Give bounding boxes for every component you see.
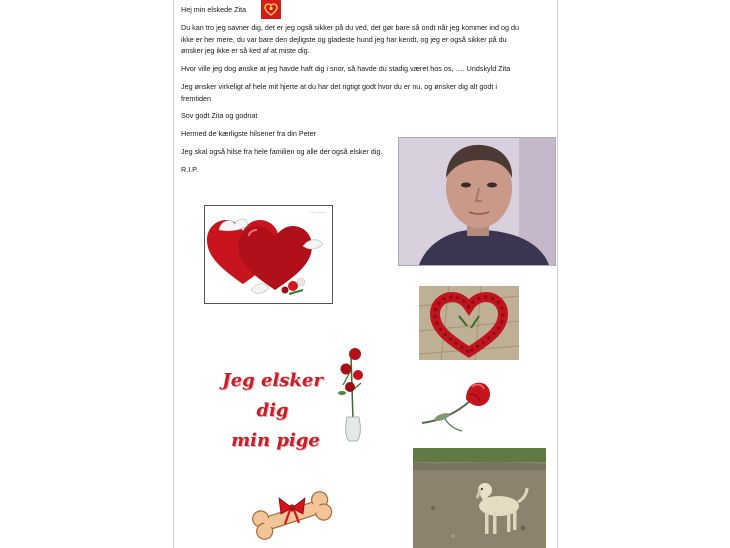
dog-photo: [413, 448, 546, 548]
paragraph-5: Hermed de kærligste hilsener fra din Peter: [181, 129, 317, 138]
paragraph-1: Du kan tro jeg savner dig, det er jeg også sikker på du ved, det gør bare så ondt når jeg kommer ind og du ikke er her mere, du var bare den dejligste og gladeste hund jeg har kendt, og jeg er også sikker på du ønsker jeg ikke er så ked af at miste dig.: [181, 23, 520, 55]
rose-heart-picture: [419, 286, 519, 360]
roses-in-vase-picture: [331, 345, 371, 445]
love-message-line-2: min pige: [231, 430, 320, 451]
paragraph-4: Sov godt Zita og godnat: [181, 111, 258, 120]
paragraph-6: Jeg skal også hilse fra hele familien og alle der også elsker dig.: [181, 147, 383, 156]
love-message-line-1: Jeg elsker dig: [222, 370, 323, 421]
svg-text:◦◦◦◦◦◦◦: ◦◦◦◦◦◦◦: [309, 210, 326, 215]
paragraph-7: R.I.P.: [181, 165, 199, 174]
portrait-photo: [398, 137, 556, 266]
bone-with-bow-picture: [249, 490, 335, 540]
greeting: Hej min elskede Zita: [181, 5, 247, 14]
love-message: [210, 366, 335, 451]
single-rose-picture: [418, 375, 493, 440]
paragraph-3: Jeg ønsker virkeligt af hele mit hjerte at du har det rigtigt godt hvor du er nu, og ønsker dig alt godt i fremtiden: [181, 82, 498, 103]
heart-badge-icon: [261, 0, 281, 19]
hearts-with-doves-picture: [204, 205, 333, 304]
paragraph-2: Hvor ville jeg dog ønske at jeg havde haft dig i snor, så havde du stadig været hos os, …. Undskyld Zita: [181, 64, 511, 73]
